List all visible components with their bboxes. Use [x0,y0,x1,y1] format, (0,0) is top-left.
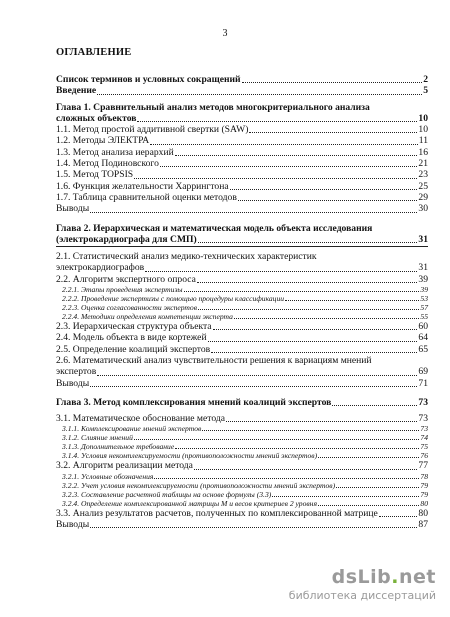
chapter-1-heading [56,113,428,124]
toc-entry [56,472,428,481]
toc-entry-page: 29 [418,191,428,203]
item-2-1-line2: электрокардиографов [56,262,145,274]
toc-entry [56,433,428,442]
toc-entry-title: 1.2. Методы ЭЛЕКТРА [56,135,150,147]
chapter-3-page: 73 [418,396,428,408]
toc-entry-page: 65 [418,343,428,355]
toc-entry-page: 39 [418,273,428,285]
toc-entry [56,451,428,460]
toc-entry-page: 79 [420,480,428,490]
toc-entry-page: 23 [418,169,428,181]
toc-entry-title: 1.1. Метод простой аддитивной свертки (SAW) [56,124,249,136]
toc-entry-title: 2.2.1. Этапы проведения экспертизы [62,285,183,295]
toc-entry [56,499,428,508]
chapter-2-rule [56,246,428,247]
chapter-3-heading [56,397,428,408]
toc-entry-page: 5 [423,85,428,97]
toc-entry-title: 3.2.1. Условные обозначения [62,471,154,481]
toc-entry-title: 1.3. Метод анализа иерархий [56,146,174,158]
toc-entry-page: 2 [423,74,428,85]
toc-entry [56,303,428,312]
toc-entry-page: 73 [420,424,428,434]
chapter-3-items-a [56,413,428,424]
toc-entry-page: 53 [420,294,428,304]
toc-entry-page: 76 [420,451,428,461]
toc-entry [56,203,428,214]
toc-entry-title: 2.2.3. Оценка согласованности экспертов [62,303,198,313]
toc-entry-page: 10 [418,124,428,136]
toc-entry-page: 30 [418,203,428,215]
toc-entry-page: 60 [418,321,428,333]
toc-entry-title: 2.2.2. Проведение экспертизы с помощью процедуры классификации [62,294,285,304]
toc-entry [56,85,428,96]
toc-entry-page: 25 [418,180,428,192]
toc-title: ОГЛАВЛЕНИЕ [56,47,132,58]
chapter-1-items [56,124,428,214]
toc-entry-title: 3.1.1. Комплексирование мнений экспертов [62,424,202,434]
chapter-2-items-b [56,321,428,355]
toc-entry [56,285,428,294]
toc-entry [56,192,428,203]
toc-entry [56,181,428,192]
toc-entry [56,481,428,490]
item-2-6-line2: экспертов [56,366,97,378]
toc-entry-title: 3.2.3. Составление расчетной таблицы на основе формулы (3.3) [62,489,272,499]
toc-entry-title: 2.4. Модель объекта в виде кортежей [56,332,207,344]
toc-entry [56,490,428,499]
chapter-2-sub-2-2 [56,285,428,321]
toc-entry [56,460,428,471]
toc-entry-title: 1.6. Функция желательности Харрингтона [56,180,229,192]
toc-entry-page: 11 [418,135,428,147]
toc-entry-title: 2.5. Определение коалиций экспертов [56,343,211,355]
chapter-2-heading-line2: (электрокардиографа для СМП) [56,233,197,245]
toc-entry-page: 74 [420,433,428,443]
toc-entry-title: 3.2.2. Учет условия некомплексируемости (противоположности мнений экспертов) [62,480,336,490]
item-2-1-page: 31 [418,262,428,274]
toc-entry [56,124,428,135]
chapter-2-conclusion-label: Выводы [56,377,90,389]
toc-entry-page: 73 [418,413,428,425]
front-matter-list [56,74,428,97]
toc-entry-title: 2.2. Алгоритм экспертного опроса [56,273,196,285]
toc-entry-page: 80 [420,498,428,508]
toc-entry-page: 80 [418,507,428,519]
toc-entry-title: 3.2.4. Определение комплексированной матрицы M и весов критериев 2 уровня [62,498,317,508]
toc-entry-title: 3.1.4. Условия некомплексируемости (противоположности мнений экспертов) [62,451,318,461]
toc-entry-title: 2.3. Иерархическая структура объекта [56,321,212,333]
chapter-1-heading-line1: Глава 1. Сравнительный анализ методов многокритериального анализа [56,101,370,113]
item-2-6 [56,366,428,377]
toc-entry [56,74,428,85]
item-2-6-line1: 2.6. Математический анализ чувствительности решения к вариациям мнений [56,354,372,366]
toc-entry [56,413,428,424]
watermark-subtitle: библиотека диссертаций [288,589,436,602]
toc-entry [56,169,428,180]
chapter-3-sub-3-1 [56,424,428,460]
toc-entry-page: 77 [418,460,428,472]
toc-entry-page: 57 [420,303,428,313]
table-of-contents [56,74,428,530]
toc-entry-page: 78 [420,471,428,481]
toc-entry [56,442,428,451]
chapter-2-heading-line1: Глава 2. Иерархическая и математическая модель объекта исследования [56,222,373,234]
chapter-2-heading [56,234,428,245]
toc-entry [56,312,428,321]
toc-entry [56,158,428,169]
toc-entry-title: 3.1. Математическое обоснование метода [56,413,225,425]
chapter-2-conclusion-page: 71 [418,377,428,389]
chapter-2-page: 31 [418,233,428,245]
toc-entry-page: 75 [420,442,428,452]
toc-entry-title: 2.2.4. Методики определения компетенции эксперта [62,312,233,322]
toc-entry-title: 3.3. Анализ результатов расчетов, полученных по комплексированной матрице [56,507,378,519]
toc-entry-title: 1.5. Метод TOPSIS [56,169,134,181]
toc-entry [56,147,428,158]
toc-entry-title: 1.4. Метод Подиновского [56,158,159,170]
toc-entry-page: 39 [420,285,428,295]
toc-entry-title: 3.1.2. Слияние мнений [62,433,133,443]
toc-entry-page: 16 [418,146,428,158]
toc-entry [56,135,428,146]
chapter-2-conclusion [56,378,428,389]
toc-entry [56,294,428,303]
toc-entry-page: 55 [420,312,428,322]
chapter-3-sub-3-2 [56,472,428,508]
toc-entry-page: 87 [418,519,428,531]
chapter-3-items-b [56,460,428,471]
toc-entry-page: 79 [420,489,428,499]
page-number: 3 [222,28,228,39]
chapter-1-heading-line2: сложных объектов [56,112,137,124]
item-2-6-page: 69 [418,366,428,378]
toc-entry-page: 64 [418,332,428,344]
chapter-1-page: 10 [418,112,428,124]
watermark-logo: dsLib.net [331,566,436,588]
toc-entry-title: 3.1.3. Дополнительное требование [62,442,175,452]
toc-entry [56,508,428,519]
toc-entry-title: 3.2. Алгоритм реализации метода [56,460,193,472]
item-2-1 [56,262,428,273]
toc-entry-title: Выводы [56,203,90,215]
toc-entry [56,274,428,285]
toc-entry-title: 1.7. Таблица сравнительной оценки методов [56,191,237,203]
chapter-2-items-a [56,274,428,285]
toc-entry-title: Список терминов и условных сокращений [56,74,241,85]
toc-entry-title: Введение [56,85,97,97]
toc-entry [56,424,428,433]
toc-entry-page: 21 [418,158,428,170]
toc-entry-title: Выводы [56,519,90,531]
toc-entry [56,321,428,332]
toc-entry [56,344,428,355]
toc-entry [56,519,428,530]
chapter-3-heading-text: Глава 3. Метод комплексирования мнений коалиций экспертов [56,396,332,408]
item-2-1-line1: 2.1. Статистический анализ медико-технических характеристик [56,251,317,263]
toc-entry [56,332,428,343]
watermark [289,566,436,602]
chapter-3-items-c [56,508,428,531]
